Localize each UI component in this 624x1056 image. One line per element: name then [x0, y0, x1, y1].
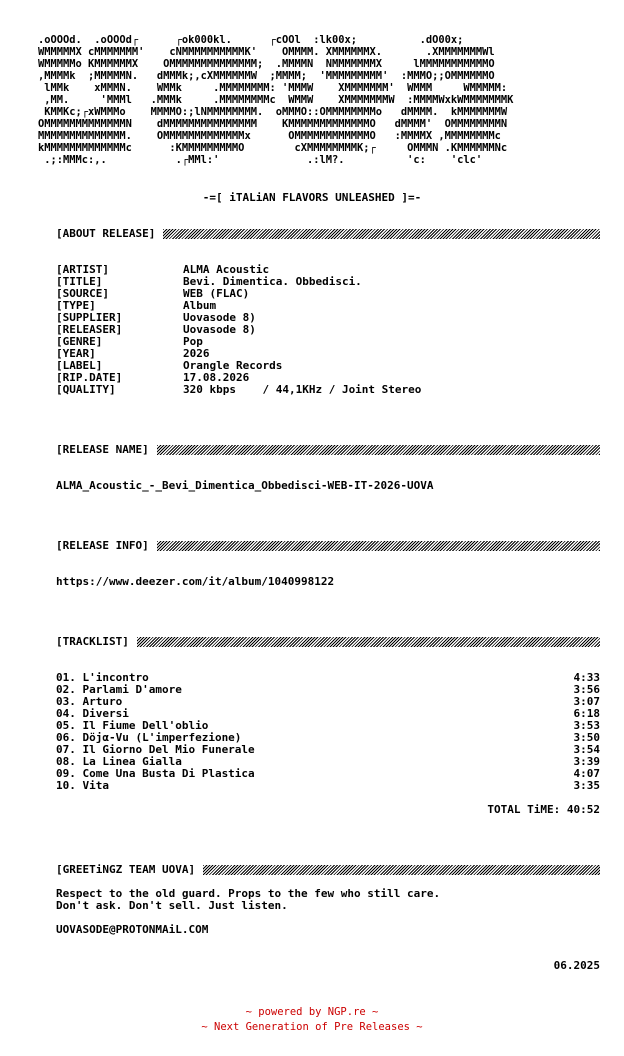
about-value: Uovasode 8) — [183, 311, 256, 324]
logo-line: WMMMMMo KMMMMMMX OMMMMMMMMMMMMMM; .MMMMN NMMMMMMMX lMMMMMMMMMMMO — [38, 58, 495, 70]
logo-line: ,MMMMk ;MMMMMN. dMMMk;,cXMMMMMMW ;MMMM; 'MMMMMMMMM' :MMMO;;OMMMMMMO — [38, 70, 495, 82]
track-duration: 3:54 — [573, 743, 600, 756]
release-date: 06.2025 — [553, 959, 600, 972]
track-title: 08. La Linea Gialla — [56, 755, 182, 768]
section-label: [GREETiNGZ TEAM UOVA] — [56, 863, 196, 876]
track-duration: 3:39 — [573, 755, 600, 768]
footer-powered-by: ~ powered by NGP.re ~ — [245, 1006, 379, 1018]
about-key: [RELEASER] — [56, 323, 123, 336]
track-row — [56, 684, 600, 696]
about-key: [SOURCE] — [56, 287, 109, 300]
about-row — [56, 288, 616, 300]
track-title: 02. Parlami D'amore — [56, 683, 182, 696]
track-duration: 3:53 — [573, 719, 600, 732]
section-label: [RELEASE INFO] — [56, 539, 149, 552]
about-value: 2026 — [183, 347, 210, 360]
logo-line: ,MM. 'MMMl .MMMk .MMMMMMMMc WMMW XMMMMMMMW :MMMMWxkWMMMMMMMK — [38, 94, 514, 106]
about-row — [56, 360, 616, 372]
track-title: 07. Il Giorno Del Mio Funerale — [56, 743, 255, 756]
logo-line: lMMk xMMMN. WMMk .MMMMMMMM: 'MMMW XMMMMMMM' WMMM WMMMMM: — [38, 82, 508, 94]
about-value: Bevi. Dimentica. Obbedisci. — [183, 275, 362, 288]
track-title: 05. Il Fiume Dell'oblio — [56, 719, 209, 732]
about-key: [TYPE] — [56, 299, 96, 312]
track-duration: 3:35 — [573, 779, 600, 792]
track-title: 09. Come Una Busta Di Plastica — [56, 767, 255, 780]
ascii-logo — [38, 34, 513, 166]
about-row — [56, 312, 616, 324]
tagline: -=[ iTALiAN FLAVORS UNLEASHED ]=- — [202, 191, 422, 204]
about-row — [56, 300, 616, 312]
about-key: [SUPPLIER] — [56, 311, 123, 324]
tracklist — [56, 672, 600, 792]
about-row — [56, 276, 616, 288]
about-release-header — [56, 228, 600, 240]
logo-line: .;:MMMc:,. .┌MMl:' .:lM?. 'c: 'clc' — [38, 154, 483, 166]
about-value: Pop — [183, 335, 203, 348]
tracklist-header — [56, 636, 600, 648]
track-title: 01. L'incontro — [56, 671, 149, 684]
logo-line: .oOOOd. .oOOOd┌ ┌ok000kl. ┌cOOl :lk00x; .dO00x; — [38, 34, 464, 46]
logo-line: OMMMMMMMMMMMMMN dMMMMMMMMMMMMMMM KMMMMMMMMMMMMMO dMMMM' OMMMMMMMMN — [38, 118, 508, 130]
about-row — [56, 324, 616, 336]
logo-line: WMMMMMX cMMMMMMM' cNMMMMMMMMMMK' OMMMM. XMMMMMMX. .XMMMMMMMWl — [38, 46, 495, 58]
track-duration: 6:18 — [573, 707, 600, 720]
contact-email[interactable]: UOVASODE@PROTONMAiL.COM — [56, 923, 209, 936]
about-value: WEB (FLAC) — [183, 287, 250, 300]
logo-line: MMMMMMMMMMMMMM. OMMMMMMMMMMMMMx OMMMMMMMMMMMMO :MMMMX ,MMMMMMMMc — [38, 130, 501, 142]
greetings-line-1: Respect to the old guard. Props to the few who still care. — [56, 887, 441, 900]
track-duration: 3:50 — [573, 731, 600, 744]
about-key: [RIP.DATE] — [56, 371, 123, 384]
release-info-url[interactable]: https://www.deezer.com/it/album/1040998122 — [56, 575, 335, 588]
section-label: [RELEASE NAME] — [56, 443, 149, 456]
section-divider-bar — [137, 637, 600, 647]
about-key: [YEAR] — [56, 347, 96, 360]
about-row — [56, 384, 616, 396]
section-divider-bar — [163, 229, 600, 239]
total-time: TOTAL TiME: 40:52 — [487, 803, 600, 816]
about-key: [ARTIST] — [56, 263, 109, 276]
track-title: 03. Arturo — [56, 695, 123, 708]
section-divider-bar — [203, 865, 600, 875]
about-value: 320 kbps / 44,1KHz / Joint Stereo — [183, 383, 422, 396]
about-value: 17.08.2026 — [183, 371, 250, 384]
about-value: Orangle Records — [183, 359, 283, 372]
about-key: [LABEL] — [56, 359, 103, 372]
about-row — [56, 336, 616, 348]
section-divider-bar — [157, 541, 600, 551]
release-name-header — [56, 444, 600, 456]
about-key: [QUALITY] — [56, 383, 116, 396]
track-row — [56, 780, 600, 792]
track-duration: 3:07 — [573, 695, 600, 708]
about-release-table — [56, 264, 616, 396]
about-key: [GENRE] — [56, 335, 103, 348]
track-duration: 4:33 — [573, 671, 600, 684]
track-row — [56, 768, 600, 780]
track-title: 10. Vita — [56, 779, 109, 792]
about-value: Album — [183, 299, 217, 312]
greetings-line-2: Don't ask. Don't sell. Just listen. — [56, 899, 288, 912]
section-divider-bar — [157, 445, 600, 455]
release-info-header — [56, 540, 600, 552]
track-title: 04. Diversi — [56, 707, 129, 720]
greetings-header — [56, 864, 600, 876]
footer-tagline: ~ Next Generation of Pre Releases ~ — [201, 1021, 423, 1033]
about-value: Uovasode 8) — [183, 323, 256, 336]
logo-line: KMMKc;┌xWMMMo MMMMO:;lNMMMMMMMM. oMMMO::OMMMMMMMMo dMMMM. kMMMMMMMW — [38, 106, 508, 118]
track-duration: 3:56 — [573, 683, 600, 696]
track-duration: 4:07 — [573, 767, 600, 780]
section-label: [TRACKLIST] — [56, 635, 129, 648]
about-key: [TITLE] — [56, 275, 103, 288]
logo-line: kMMMMMMMMMMMMMc :KMMMMMMMMMO cXMMMMMMMMK;┌ OMMMN .KMMMMMMNc — [38, 142, 508, 154]
track-row — [56, 696, 600, 708]
about-row — [56, 348, 616, 360]
track-title: 06. Dӧjα-Vu (L'imperfezione) — [56, 731, 242, 744]
section-label: [ABOUT RELEASE] — [56, 227, 156, 240]
release-name-value: ALMA_Acoustic_-_Bevi_Dimentica_Obbedisci-WEB-IT-2026-UOVA — [56, 479, 434, 492]
about-value: ALMA Acoustic — [183, 263, 270, 276]
